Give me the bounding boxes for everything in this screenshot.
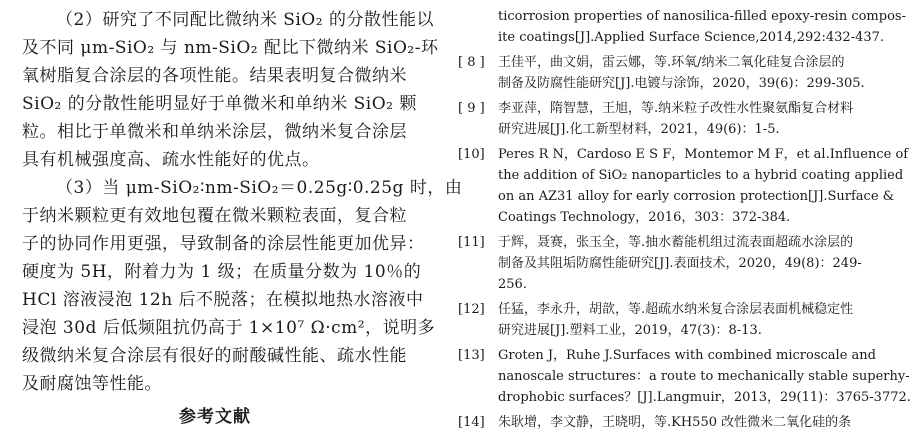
text-line: 子的协同作用更强，导致制备的涂层性能更加优异： [22, 234, 425, 254]
reference-text [498, 232, 862, 295]
text-line: （2）研究了不同配比微纳米 SiO₂ 的分散性能以 [56, 10, 434, 30]
text-line: the addition of SiO₂ nanoparticles to a hybrid coating applied [498, 168, 904, 183]
text-line: 浸泡 30d 后低频阻抗仍高于 1×10⁷ Ω·cm²，说明多 [22, 318, 436, 338]
text-line: 李亚萍，隋智慧，王旭，等.纳米粒子改性水性聚氨酯复合材料 [498, 101, 854, 116]
reference-number: [10] [458, 147, 485, 162]
left-column [22, 6, 463, 398]
reference-number: [14] [458, 415, 485, 430]
reference-item [458, 345, 911, 408]
text-line: 具有机械强度高、疏水性能好的优点。 [22, 150, 320, 170]
conclusion-paragraph-3 [22, 174, 463, 398]
text-line: ticorrosion properties of nanosilica-filled epoxy-resin compos- [498, 9, 906, 24]
reference-text [498, 52, 865, 94]
text-line: 及耐腐蚀等性能。 [22, 374, 162, 394]
reference-item [458, 144, 909, 228]
reference-item [458, 98, 854, 140]
reference-number: [ 9 ] [458, 101, 485, 116]
reference-item [458, 299, 854, 341]
text-line: 研究进展[J].塑料工业，2019，47(3)：8-13. [498, 323, 762, 338]
reference-text [498, 144, 909, 228]
text-line: on an AZ31 alloy for early corrosion protection[J].Surface & [498, 189, 895, 204]
reference-item [458, 412, 850, 433]
text-line: 硬度为 5H，附着力为 1 级；在质量分数为 10％的 [22, 262, 422, 282]
text-line: drophobic surfaces？[J].Langmuir，2013，29(11)：3765-3772. [498, 390, 911, 405]
text-line: Groten J，Ruhe J.Surfaces with combined microscale and [498, 348, 876, 363]
text-line: 制备及其阻垢防腐性能研究[J].表面技术，2020，49(8)：249- [498, 256, 862, 271]
text-line: 制备及防腐性能研究[J].电镀与涂饰，2020，39(6)：299-305. [498, 76, 865, 91]
text-line: 于纳米颗粒更有效地包覆在微米颗粒表面，复合粒 [22, 206, 407, 226]
text-line: （3）当 μm-SiO₂∶nm-SiO₂＝0.25g∶0.25g 时，由 [56, 178, 463, 198]
text-line: 粒。相比于单微米和单纳米涂层，微纳米复合涂层 [22, 122, 407, 142]
text-line: nanoscale structures：a route to mechanically stable superhy- [498, 369, 910, 384]
reference-item [458, 232, 862, 295]
text-line: Coatings Technology，2016，303：372-384. [498, 210, 791, 225]
text-line: ite coatings[J].Applied Surface Science,2014,292:432-437. [498, 30, 885, 45]
reference-text [498, 412, 850, 433]
reference-item [458, 52, 865, 94]
reference-continuation [458, 6, 906, 48]
reference-text [498, 345, 911, 408]
text-line: 级微纳米复合涂层有很好的耐酸碱性能、疏水性能 [22, 346, 407, 366]
conclusion-paragraph-2 [22, 6, 439, 174]
references-heading: 参考文献 [179, 407, 251, 427]
text-line: 王佳平，曲文娟，雷云娜，等.环氧/纳米二氧化硅复合涂层的 [498, 55, 845, 70]
right-column [458, 6, 911, 433]
text-line: 氧树脂复合涂层的各项性能。结果表明复合微纳米 [22, 66, 407, 86]
reference-number: [11] [458, 235, 485, 250]
reference-number: [ 8 ] [458, 55, 485, 70]
text-line: 及不同 μm-SiO₂ 与 nm-SiO₂ 配比下微纳米 SiO₂-环 [22, 38, 439, 58]
text-line: 于辉，聂赛，张玉全，等.抽水蓄能机组过流表面超疏水涂层的 [498, 235, 854, 250]
reference-text [498, 98, 854, 140]
text-line: 朱耿增，李文静，王晓明，等.KH550 改性微米二氧化硅的条 [498, 415, 852, 430]
text-line: SiO₂ 的分散性能明显好于单微米和单纳米 SiO₂ 颗 [22, 94, 417, 114]
text-line: Peres R N，Cardoso E S F，Montemor M F，et al.Influence of [498, 147, 909, 162]
text-line: 任猛，李永升，胡歆，等.超疏水纳米复合涂层表面机械稳定性 [498, 302, 854, 317]
reference-text [498, 299, 854, 341]
text-line: 256. [498, 277, 527, 292]
text-line: 研究进展[J].化工新型材料，2021，49(6)：1-5. [498, 122, 780, 137]
reference-number: [13] [458, 348, 485, 363]
reference-number: [12] [458, 302, 485, 317]
text-line: HCl 溶液浸泡 12h 后不脱落；在模拟地热水溶液中 [22, 290, 424, 310]
